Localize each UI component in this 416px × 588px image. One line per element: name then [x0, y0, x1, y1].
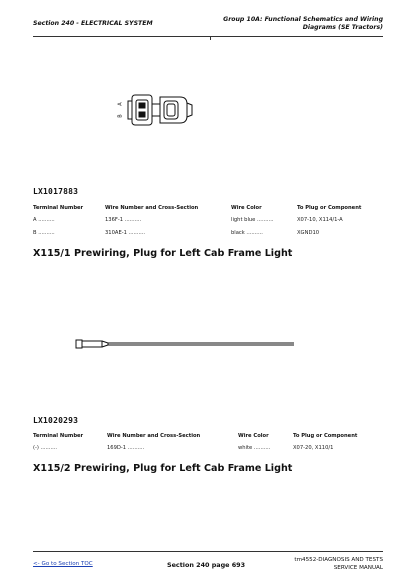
column-header: Wire Number and Cross-Section: [107, 433, 201, 439]
footer-manual-id: tm4552-DIAGNOSIS AND TESTS: [294, 557, 383, 563]
figure-id-2: LX1020293: [33, 416, 79, 425]
header-group-line2: Diagrams (SE Tractors): [302, 24, 383, 31]
column-header: Wire Color: [238, 433, 269, 439]
table-cell: XGND10: [297, 230, 320, 236]
section-title-1: X115/1 Prewiring, Plug for Left Cab Frame Light: [33, 248, 293, 259]
table-cell: A ..........: [33, 217, 55, 223]
table-cell: 310AE-1 ..........: [105, 230, 146, 236]
table-cell: light blue ..........: [231, 217, 274, 223]
table-header-row: [33, 205, 387, 217]
column-header: Wire Number and Cross-Section: [105, 205, 199, 211]
figure-id-1: LX1017883: [33, 187, 79, 196]
wire-table-1: [33, 205, 387, 243]
table-cell: B ..........: [33, 230, 55, 236]
footer-rule: [33, 551, 383, 552]
header-tick: [210, 36, 211, 40]
column-header: Terminal Number: [33, 433, 84, 439]
table-header-row: [33, 433, 383, 445]
go-to-section-toc-link[interactable]: <- Go to Section TOC: [33, 561, 93, 567]
footer-page-number: Section 240 page 693: [167, 561, 246, 569]
connector-drawing: [118, 86, 218, 136]
column-header: Wire Color: [231, 205, 262, 211]
header-group-title: [163, 16, 383, 32]
column-header: To Plug or Component: [293, 433, 358, 439]
footer-manual-info: [294, 557, 383, 572]
table-cell: X07-10, X114/1-A: [297, 217, 343, 223]
header-section-title: Section 240 - ELECTRICAL SYSTEM: [33, 20, 153, 27]
prewiring-plug-drawing: [74, 337, 304, 351]
table-cell: X07-20, X110/1: [293, 445, 334, 451]
column-header: Terminal Number: [33, 205, 84, 211]
table-cell: black ..........: [231, 230, 263, 236]
table-row: [33, 445, 383, 458]
terminal-label-b: B: [117, 114, 124, 118]
column-header: To Plug or Component: [297, 205, 362, 211]
table-cell: white ..........: [238, 445, 271, 451]
header-rule: [33, 36, 383, 37]
table-row: [33, 217, 387, 230]
wire-table-2: [33, 433, 383, 458]
table-cell: 169D-1 ..........: [107, 445, 145, 451]
table-row: [33, 230, 387, 243]
footer-manual-type: SERVICE MANUAL: [333, 564, 383, 571]
table-cell: (-) ..........: [33, 445, 58, 451]
header-group-line1: Group 10A: Functional Schematics and Wiring: [223, 16, 383, 23]
terminal-label-a: A: [117, 102, 124, 106]
table-cell: 136F-1 ..........: [105, 217, 142, 223]
section-title-2: X115/2 Prewiring, Plug for Left Cab Frame Light: [33, 463, 293, 474]
